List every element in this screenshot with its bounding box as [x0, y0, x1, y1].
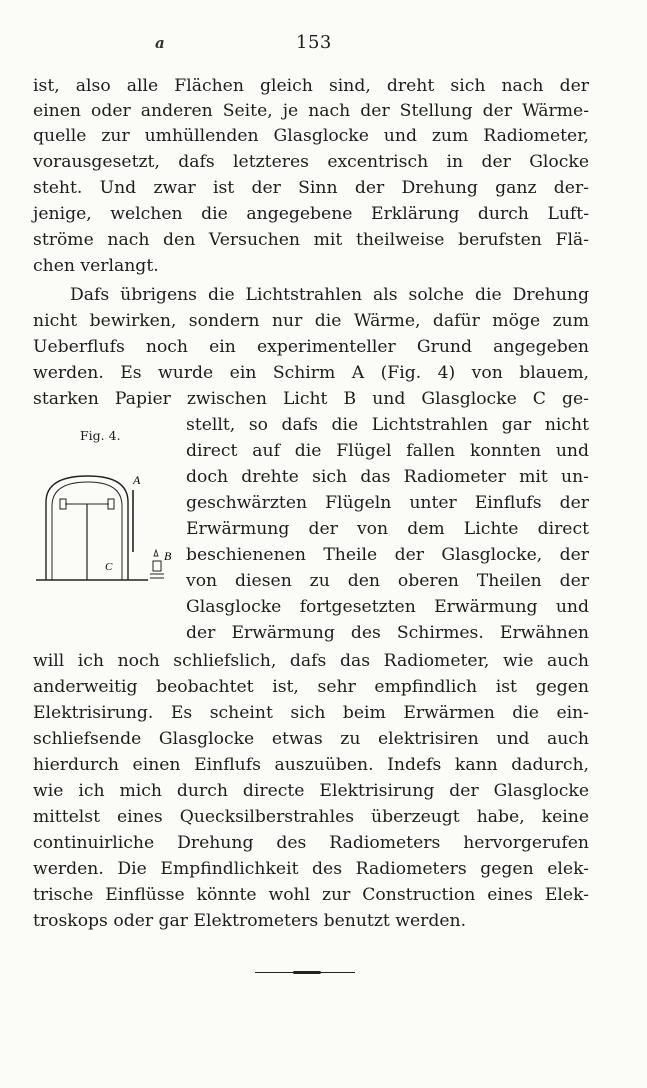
figure-label-b: B [164, 549, 172, 563]
end-ornament-rule [255, 972, 355, 973]
text-line: quelle zur umhüllenden Glasglocke und zum Radiometer, [33, 126, 589, 146]
text-line: Glasglocke fortgesetzten Erwärmung und [186, 597, 589, 617]
text-line: Dafs übrigens die Lichtstrahlen als solche die Drehung [70, 285, 589, 305]
text-line: schliefsende Glasglocke etwas zu elektrisiren und auch [33, 729, 589, 749]
text-line: hierdurch einen Einflufs auszuüben. Indefs kann dadurch, [33, 755, 589, 775]
text-line: mittelst eines Quecksilberstrahles überzeugt habe, keine [33, 807, 589, 827]
text-line: der Erwärmung des Schirmes. Erwähnen [186, 623, 589, 643]
text-line: anderweitig beobachtet ist, sehr empfindlich ist gegen [33, 677, 589, 697]
text-line: ist, also alle Flächen gleich sind, dreht sich nach der [33, 76, 589, 96]
text-line: starken Papier zwischen Licht B und Glasglocke C ge- [33, 389, 589, 409]
text-line: doch drehte sich das Radiometer mit un- [186, 467, 589, 487]
text-line: continuirliche Drehung des Radiometers hervorgerufen [33, 833, 589, 853]
text-line: beschienenen Theile der Glasglocke, der [186, 545, 589, 565]
text-line: jenige, welchen die angegebene Erklärung durch Luft- [33, 204, 589, 224]
text-line: will ich noch schliefslich, dafs das Radiometer, wie auch [33, 651, 589, 671]
text-line: von diesen zu den oberen Theilen der [186, 571, 589, 591]
text-line: einen oder anderen Seite, je nach der Stellung der Wärme- [33, 101, 589, 121]
lamp-body-icon [153, 561, 161, 571]
text-line: wie ich mich durch directe Elektrisirung der Glasglocke [33, 781, 589, 801]
text-line: steht. Und zwar ist der Sinn der Drehung ganz der- [33, 178, 589, 198]
text-line: direct auf die Flügel fallen konnten und [186, 441, 589, 461]
figure-label-a: A [133, 473, 141, 487]
radiometer-figure [28, 462, 178, 592]
text-line: chen verlangt. [33, 256, 159, 276]
figure-caption: Fig. 4. [80, 428, 121, 443]
figure-label-c: C [105, 561, 113, 573]
page-number: 153 [296, 32, 332, 53]
text-line: troskops oder gar Elektrometers benutzt werden. [33, 911, 467, 931]
text-line: vorausgesetzt, dafs letzteres excentrisch in der Glocke [33, 152, 589, 172]
text-line: Elektrisirung. Es scheint sich beim Erwärmen die ein- [33, 703, 589, 723]
margin-mark: a [155, 34, 165, 52]
text-line: trische Einflüsse könnte wohl zur Construction eines Elek- [33, 885, 589, 905]
text-line: Ueberflufs noch ein experimenteller Grund angegeben [33, 337, 589, 357]
text-line: werden. Es wurde ein Schirm A (Fig. 4) von blauem, [33, 363, 589, 383]
text-line: Erwärmung der von dem Lichte direct [186, 519, 589, 539]
text-line: werden. Die Empfindlichkeit des Radiometers gegen elek- [33, 859, 589, 879]
lamp-flame-icon [154, 550, 158, 556]
text-line: ströme nach den Versuchen mit theilweise berufsten Flä- [33, 230, 589, 250]
text-line: nicht bewirken, sondern nur die Wärme, dafür möge zum [33, 311, 589, 331]
text-line: stellt, so dafs die Lichtstrahlen gar nicht [186, 415, 589, 435]
text-line: geschwärzten Flügeln unter Einflufs der [186, 493, 589, 513]
